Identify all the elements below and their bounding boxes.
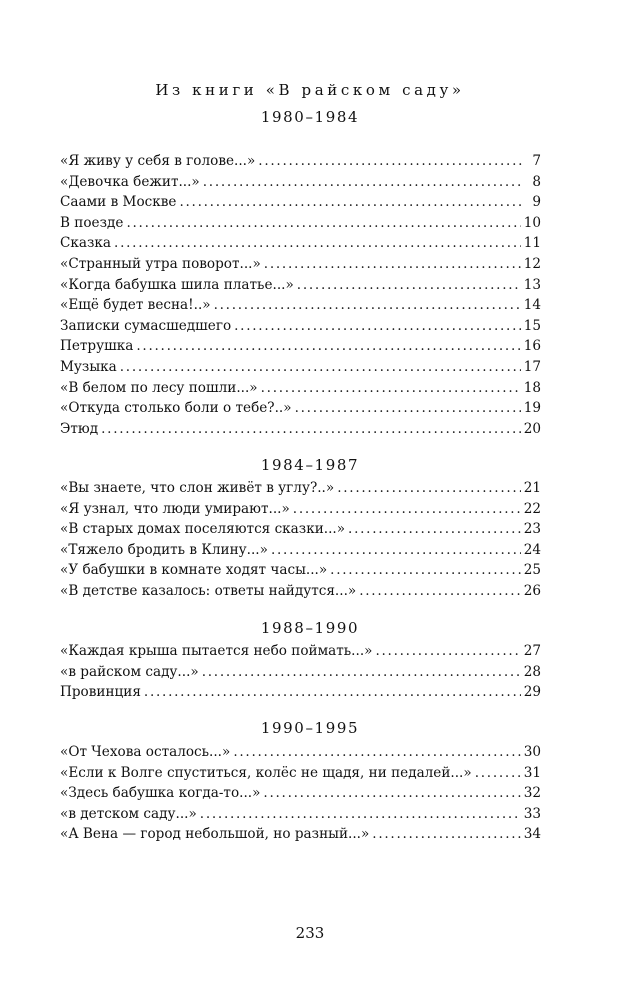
toc-entry-page: 23 — [523, 521, 541, 538]
dot-leader — [475, 763, 521, 784]
toc-entry-page: 30 — [523, 744, 541, 760]
toc-entry-page: 18 — [523, 379, 541, 396]
dot-leader — [330, 560, 521, 581]
toc-list-1980-1984 — [60, 151, 541, 439]
toc-entry[interactable] — [60, 419, 541, 440]
dot-leader — [101, 419, 521, 440]
toc-entry-title: Этюд — [60, 420, 99, 437]
dot-leader — [214, 295, 521, 316]
toc-entry-title: Записки сумасшедшего — [60, 317, 232, 334]
toc-entry-page: 16 — [523, 338, 541, 355]
toc-entry[interactable] — [60, 763, 541, 784]
toc-entry[interactable] — [60, 499, 541, 520]
dot-leader — [233, 742, 520, 763]
toc-list-1990-1995 — [60, 742, 541, 845]
toc-entry-page: 13 — [523, 276, 541, 293]
toc-entry-page: 21 — [523, 480, 541, 496]
toc-entry-page: 32 — [523, 785, 541, 802]
toc-entry-title: «в детском саду...» — [60, 805, 197, 822]
toc-entry-title: «Если к Волге спуститься, колёс не щадя, ни педалей...» — [60, 764, 472, 781]
toc-entry-page: 19 — [523, 400, 541, 417]
dot-leader — [258, 151, 524, 172]
section-heading-1980-1984: 1980–1984 — [260, 108, 360, 126]
toc-entry-page: 17 — [523, 358, 541, 375]
dot-leader — [179, 192, 524, 213]
dot-leader — [261, 378, 521, 399]
toc-entry-page: 14 — [523, 297, 541, 314]
toc-entry-title: «Я узнал, что люди умирают...» — [60, 500, 290, 517]
toc-entry-title: Саами в Москве — [60, 194, 177, 211]
toc-entry-page: 26 — [523, 582, 541, 599]
toc-entry-title: «Когда бабушка шила платье...» — [60, 276, 294, 293]
toc-entry[interactable] — [60, 398, 541, 419]
page-number: 233 — [295, 924, 325, 942]
toc-entry-page: 15 — [523, 317, 541, 334]
book-title: Из книги «В райском саду» — [155, 81, 465, 99]
toc-entry[interactable] — [60, 233, 541, 254]
toc-entry[interactable] — [60, 682, 541, 703]
dot-leader — [348, 519, 521, 540]
toc-entry[interactable] — [60, 151, 541, 172]
dot-leader — [144, 682, 521, 703]
toc-entry-page: 27 — [523, 643, 541, 659]
toc-entry[interactable] — [60, 295, 541, 316]
dot-leader — [126, 213, 520, 234]
toc-entry[interactable] — [60, 581, 541, 602]
toc-entry-title: «Вы знаете, что слон живёт в углу?..» — [60, 480, 335, 496]
toc-entry[interactable] — [60, 662, 541, 683]
toc-entry-title: «От Чехова осталось...» — [60, 744, 231, 760]
toc-entry-title: «В белом по лесу пошли...» — [60, 379, 258, 396]
toc-entry[interactable] — [60, 378, 541, 399]
toc-entry-title: «Здесь бабушка когда-то...» — [60, 785, 261, 802]
section-heading-1990-1995: 1990–1995 — [260, 719, 360, 737]
toc-entry-title: Музыка — [60, 358, 117, 375]
toc-entry-page: 20 — [523, 420, 541, 437]
toc-entry-title: «А Вена — город небольшой, но разный...» — [60, 826, 370, 843]
toc-entry-page: 9 — [532, 194, 541, 211]
toc-entry-page: 31 — [523, 764, 541, 781]
dot-leader — [295, 398, 521, 419]
toc-entry-page: 10 — [523, 214, 541, 231]
toc-entry-page: 34 — [523, 826, 541, 843]
toc-entry-title: «В детстве казалось: ответы найдутся...» — [60, 582, 357, 599]
dot-leader — [375, 641, 520, 662]
toc-entry[interactable] — [60, 824, 541, 845]
dot-leader — [263, 783, 520, 804]
toc-entry-page: 25 — [523, 562, 541, 579]
dot-leader — [136, 336, 520, 357]
section-heading-1988-1990: 1988–1990 — [260, 619, 360, 637]
toc-entry-title: «Девочка бежит...» — [60, 173, 200, 190]
section-heading-1984-1987: 1984–1987 — [260, 456, 360, 474]
toc-entry[interactable] — [60, 336, 541, 357]
dot-leader — [271, 540, 521, 561]
toc-entry-title: «Каждая крыша пытается небо поймать...» — [60, 643, 373, 659]
dot-leader — [337, 478, 521, 499]
toc-entry-title: «Я живу у себя в голове...» — [60, 153, 256, 169]
toc-entry-page: 29 — [523, 684, 541, 701]
toc-list-1988-1990 — [60, 641, 541, 703]
toc-entry[interactable] — [60, 275, 541, 296]
toc-entry-page: 24 — [523, 541, 541, 558]
dot-leader — [297, 275, 521, 296]
toc-entry-page: 7 — [532, 153, 541, 169]
toc-entry-title: «Тяжело бродить в Клину...» — [60, 541, 268, 558]
toc-entry-page: 33 — [523, 805, 541, 822]
toc-entry[interactable] — [60, 540, 541, 561]
toc-entry[interactable] — [60, 641, 541, 662]
toc-entry[interactable] — [60, 742, 541, 763]
toc-entry[interactable] — [60, 213, 541, 234]
toc-entry-title: «В старых домах поселяются сказки...» — [60, 521, 346, 538]
toc-entry[interactable] — [60, 478, 541, 499]
toc-entry[interactable] — [60, 172, 541, 193]
toc-entry[interactable] — [60, 254, 541, 275]
toc-entry[interactable] — [60, 804, 541, 825]
toc-entry[interactable] — [60, 519, 541, 540]
toc-entry-page: 11 — [523, 235, 541, 252]
toc-entry-title: В поезде — [60, 214, 124, 231]
toc-entry-title: «Откуда столько боли о тебе?..» — [60, 400, 292, 417]
toc-entry-title: «в райском саду...» — [60, 663, 199, 680]
toc-entry-title: Петрушка — [60, 338, 134, 355]
dot-leader — [293, 499, 521, 520]
dot-leader — [359, 581, 520, 602]
toc-entry[interactable] — [60, 783, 541, 804]
toc-entry-title: «У бабушки в комнате ходят часы...» — [60, 562, 328, 579]
toc-entry[interactable] — [60, 357, 541, 378]
toc-entry-page: 8 — [532, 173, 541, 190]
toc-entry-title: Провинция — [60, 684, 141, 701]
toc-entry-page: 28 — [523, 663, 541, 680]
toc-entry-page: 12 — [523, 255, 541, 272]
dot-leader — [120, 357, 521, 378]
dot-leader — [200, 804, 521, 825]
toc-entry-page: 22 — [523, 500, 541, 517]
dot-leader — [372, 824, 520, 845]
toc-entry[interactable] — [60, 316, 541, 337]
toc-entry[interactable] — [60, 192, 541, 213]
dot-leader — [203, 172, 524, 193]
toc-entry[interactable] — [60, 560, 541, 581]
dot-leader — [264, 254, 521, 275]
toc-entry-title: Сказка — [60, 235, 112, 252]
toc-entry-title: «Странный утра поворот...» — [60, 255, 261, 272]
toc-entry-title: «Ещё будет весна!..» — [60, 297, 211, 314]
toc-list-1984-1987 — [60, 478, 541, 602]
dot-leader — [114, 233, 521, 254]
dot-leader — [234, 316, 521, 337]
dot-leader — [202, 662, 521, 683]
